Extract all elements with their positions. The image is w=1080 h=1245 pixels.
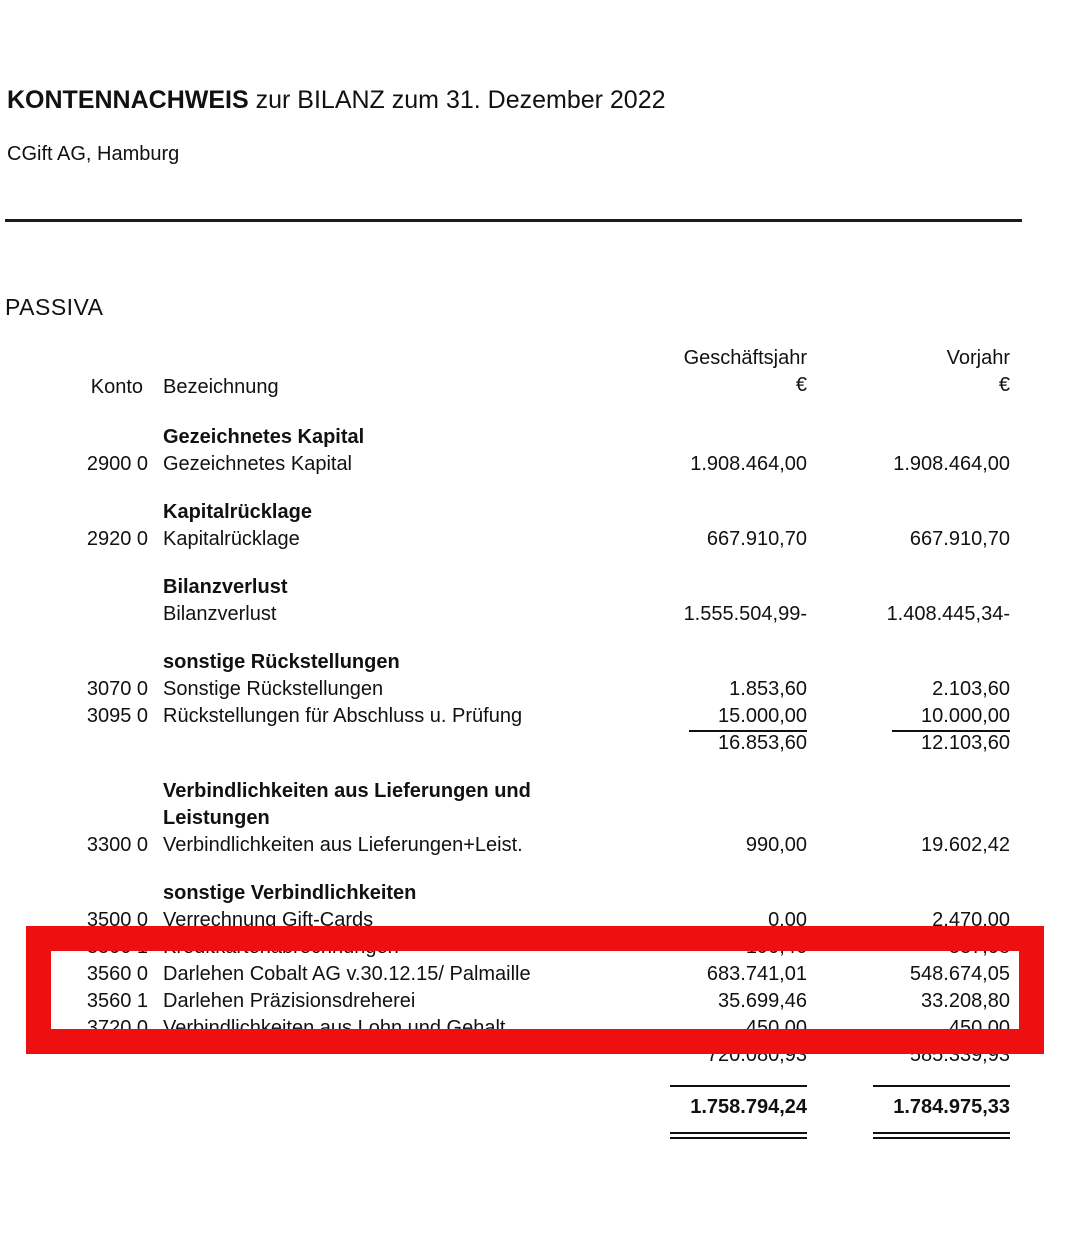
group-heading [0,880,1080,907]
account-row [0,601,1080,628]
row-spacer [0,859,1080,880]
konto-cell: 2920 0 [86,528,148,550]
value-prior-year: 10.000,00 [892,703,1010,732]
value-prior-year: 1.408.445,34- [886,603,1010,625]
column-headers [0,347,1080,403]
subtotal-current-year: 720.080,93 [706,1044,807,1066]
company-name: CGift AG, Hamburg [7,143,180,165]
account-row [0,526,1080,553]
highlight-box [26,926,1044,1054]
account-row [0,676,1080,703]
col-header-bezeichnung: Bezeichnung [163,376,279,398]
total-current-year: 1.758.794,24 [670,1085,807,1139]
konto-cell: 3560 0 [86,963,148,985]
value-current-year: 667.910,70 [706,528,807,550]
subtotal-prior-year: 12.103,60 [921,732,1010,754]
value-prior-year: 667.910,70 [909,528,1010,550]
row-spacer [0,553,1080,574]
col-header-vorjahr: Vorjahr [946,347,1010,369]
divider-line [5,219,1022,222]
group-label: Kapitalrücklage [163,501,312,523]
col-header-geschaeftsjahr: Geschäftsjahr [683,347,807,369]
value-prior-year: 1.908.464,00 [893,453,1010,475]
row-spacer [0,757,1080,778]
group-heading [0,649,1080,676]
value-prior-year: 33.208,80 [921,990,1010,1012]
col-header-konto: Konto [90,376,143,398]
konto-cell: 3500 0 [86,909,148,931]
value-current-year: 1.908.464,00 [690,453,807,475]
subtotal-current-year: 16.853,60 [718,732,807,754]
group-label: Bilanzverlust [163,576,288,598]
account-row [0,451,1080,478]
group-heading [0,778,1080,805]
value-current-year: 683.741,01 [706,963,807,985]
account-row [0,832,1080,859]
name-cell: Bilanzverlust [163,603,277,625]
value-current-year: 190,46 [745,936,807,958]
total-row [0,1085,1080,1149]
value-current-year: 1.853,60 [729,678,807,700]
group-label: sonstige Verbindlichkeiten [163,882,417,904]
value-current-year: 990,00 [745,834,807,856]
group-heading [0,499,1080,526]
value-current-year: 1.555.504,99- [683,603,807,625]
value-current-year: 35.699,46 [718,990,807,1012]
group-label: sonstige Rückstellungen [163,651,400,673]
group-heading [0,574,1080,601]
name-cell: Kreditkartenabrechnungen [163,936,399,958]
name-cell: Verrechnung Gift-Cards [163,909,374,931]
group-heading [0,805,1080,832]
group-heading [0,424,1080,451]
account-row [0,703,1080,730]
name-cell: Verbindlichkeiten aus Lieferungen+Leist. [163,834,523,856]
doc-title-rest: zur BILANZ zum 31. Dezember 2022 [248,86,666,114]
row-spacer [0,628,1080,649]
name-cell: Rückstellungen für Abschluss u. Prüfung [163,705,523,727]
name-cell: Kapitalrücklage [163,528,300,550]
total-prior-year: 1.784.975,33 [873,1085,1010,1139]
group-label: Verbindlichkeiten aus Lieferungen und [163,780,531,802]
konto-cell: 3300 0 [86,834,148,856]
konto-cell: 3095 0 [86,705,148,727]
row-spacer [0,478,1080,499]
value-prior-year: 2.103,60 [932,678,1010,700]
value-current-year: 15.000,00 [689,703,807,732]
value-prior-year: 2.470,00 [932,909,1010,931]
value-prior-year: 548.674,05 [909,963,1010,985]
name-cell: Darlehen Präzisionsdreherei [163,990,416,1012]
konto-cell: 2900 0 [86,453,148,475]
value-prior-year: 450,00 [948,1017,1010,1039]
value-prior-year: 537,08 [948,936,1010,958]
doc-title [7,86,666,115]
subtotal-row [0,730,1080,757]
konto-cell: 3560 1 [86,990,148,1012]
value-prior-year: 19.602,42 [921,834,1010,856]
konto-cell: 3070 0 [86,678,148,700]
section-heading: PASSIVA [5,294,104,320]
value-current-year: 0,00 [768,909,807,931]
name-cell: Verbindlichkeiten aus Lohn und Gehalt [163,1017,506,1039]
name-cell: Sonstige Rückstellungen [163,678,384,700]
group-label: Gezeichnetes Kapital [163,426,365,448]
doc-title-bold: KONTENNACHWEIS [7,86,249,114]
euro-symbol-prior: € [998,374,1010,396]
konto-cell: 3500 1 [86,936,148,958]
name-cell: Darlehen Cobalt AG v.30.12.15/ Palmaille [163,963,531,985]
subtotal-prior-year: 585.339,93 [909,1044,1010,1066]
konto-cell: 3720 0 [86,1017,148,1039]
value-current-year: 450,00 [745,1017,807,1039]
euro-symbol-current: € [795,374,807,396]
group-label: Leistungen [163,807,270,829]
name-cell: Gezeichnetes Kapital [163,453,353,475]
